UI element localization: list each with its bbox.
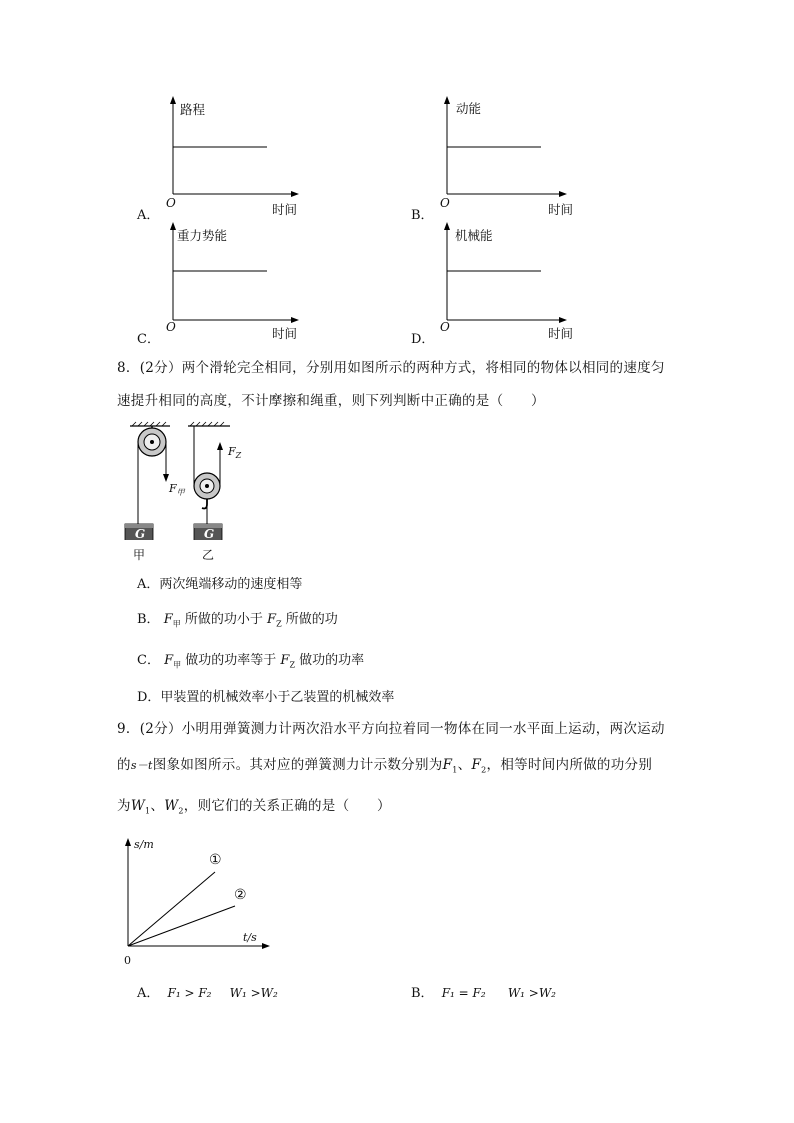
graph-xlabel: 时间 — [272, 202, 298, 217]
q8-option-b: B． $F_甲$ 所做的功小于 $F_Z$ 所做的功 — [137, 612, 338, 629]
graph-xlabel: 时间 — [272, 326, 298, 341]
q8-option-d: D．甲装置的机械效率小于乙装置的机械效率 — [137, 690, 395, 705]
q9-option-b: B． F₁ = F₂ W₁ >W₂ — [411, 986, 556, 1001]
st-line2-label: ② — [234, 887, 247, 903]
st-line1-label: ① — [209, 852, 222, 868]
q8-option-a: A．两次绳端移动的速度相等 — [137, 577, 303, 592]
graph-xlabel: 时间 — [548, 202, 574, 217]
st-ylabel: s/m — [134, 838, 154, 851]
q9-line1: 9．(2分）小明用弹簧测力计两次沿水平方向拉着同一物体在同一水平面上运动，两次运动 — [117, 721, 665, 737]
option-letter: A． — [137, 208, 160, 223]
q9-line3: 为$W_1$、$W_2$，则它们的关系正确的是（ ） — [117, 798, 391, 816]
st-origin: 0 — [124, 954, 131, 967]
graph-origin: O — [166, 320, 176, 334]
option-letter: B． — [411, 208, 434, 223]
graph-ylabel: 动能 — [456, 101, 482, 116]
force-jia-label: $F_甲$ — [169, 482, 185, 498]
option-letter: C． — [137, 332, 160, 347]
graph-ylabel: 路程 — [180, 102, 206, 117]
pulley-diagram — [118, 420, 258, 540]
caption-yi: 乙 — [202, 548, 215, 562]
weight-yi-label: G — [204, 527, 215, 541]
q8-line2: 速提升相同的高度，不计摩擦和绳重，则下列判断中正确的是（ ） — [117, 393, 545, 409]
graph-origin: O — [166, 196, 176, 210]
weight-jia-label: G — [135, 527, 146, 541]
graph-xlabel: 时间 — [548, 326, 574, 341]
caption-jia: 甲 — [133, 548, 146, 562]
st-xlabel: t/s — [243, 931, 257, 944]
graph-ylabel: 机械能 — [455, 228, 493, 243]
graph-ylabel: 重力势能 — [177, 228, 228, 243]
graph-origin: O — [440, 320, 450, 334]
q8-line1: 8．(2分）两个滑轮完全相同，分别用如图所示的两种方式，将相同的物体以相同的速度匀 — [117, 360, 665, 376]
q9-line2: 的s－t图象如图所示。其对应的弹簧测力计示数分别为$F_1$、$F_2$，相等时间内所做的功分别 — [117, 757, 653, 775]
q8-option-c: C． $F_甲$ 做功的功率等于 $F_Z$ 做功的功率 — [137, 653, 365, 670]
force-yi-label: $F_Z$ — [228, 445, 242, 461]
option-letter: D． — [411, 332, 435, 347]
graph-origin: O — [440, 196, 450, 210]
q9-option-a: A． F₁ > F₂ W₁ >W₂ — [137, 986, 278, 1001]
